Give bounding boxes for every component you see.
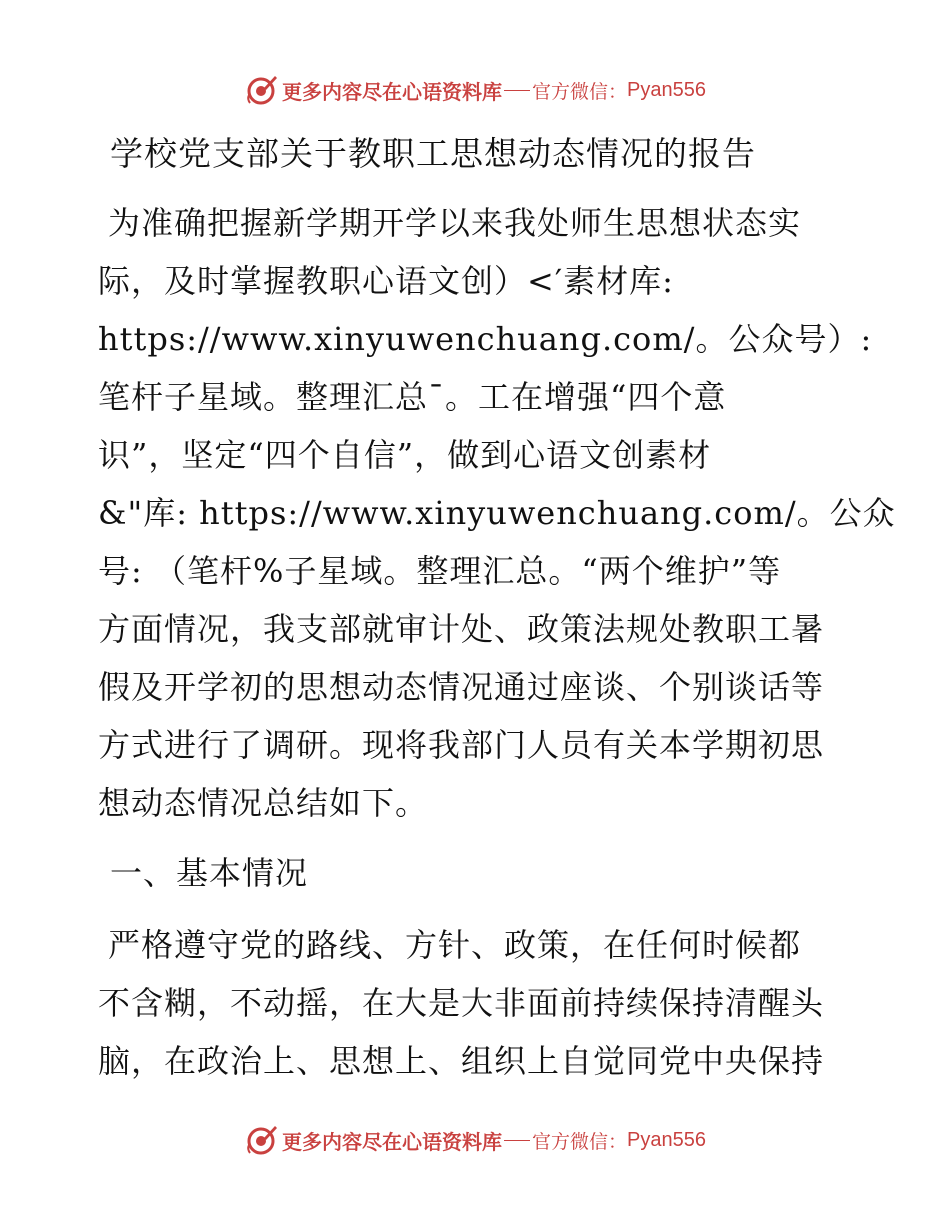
paragraph-line: 脑，在政治上、思想上、组织上自觉同党中央保持 <box>98 1042 825 1080</box>
paragraph-line: 号: （笔杆%子星域。整理汇总。“两个维护”等 <box>98 552 782 590</box>
paragraph-line: 假及开学初的思想动态情况通过座谈、个别谈话等 <box>98 668 825 706</box>
watermark-banner-top <box>0 70 950 110</box>
intro-paragraph <box>98 194 896 832</box>
watermark-banner-bottom <box>0 1120 950 1160</box>
section1-paragraph <box>98 916 858 1090</box>
banner-sub-text: 官方微信： <box>532 1130 628 1153</box>
banner-wechat-id: Pyan556 <box>627 78 706 101</box>
banner-main-text: 更多内容尽在心语资料库 <box>282 1129 502 1154</box>
pen-logo-icon <box>244 73 278 107</box>
paragraph-line: 严格遵守党的路线、方针、政策，在任何时候都 <box>108 926 802 964</box>
section-heading: 一、基本情况 <box>110 854 309 892</box>
document-title: 学校党支部关于教职工思想动态情况的报告 <box>110 134 756 173</box>
banner-wechat-id: Pyan556 <box>627 1128 706 1151</box>
banner-dash <box>504 1140 530 1141</box>
paragraph-line: 方面情况，我支部就审计处、政策法规处教职工暑 <box>98 610 825 648</box>
banner-dash <box>504 90 530 91</box>
paragraph-line: 方式进行了调研。现将我部门人员有关本学期初思 <box>98 726 825 764</box>
banner-main-text: 更多内容尽在心语资料库 <box>282 79 502 104</box>
paragraph-line: 际，及时掌握教职心语文创）<′素材库: <box>98 262 674 300</box>
paragraph-line: 为准确把握新学期开学以来我处师生思想状态实 <box>108 204 802 242</box>
paragraph-line: https://www.xinyuwenchuang.com/。公众号）: <box>98 320 873 358</box>
paragraph-line: &"库: https://www.xinyuwenchuang.com/。公众 <box>98 494 896 532</box>
paragraph-line: 想动态情况总结如下。 <box>98 784 429 822</box>
paragraph-line: 识”，坚定“四个自信”，做到心语文创素材 <box>98 436 712 474</box>
document-body <box>98 120 896 1090</box>
paragraph-line: 不含糊，不动摇，在大是大非面前持续保持清醒头 <box>98 984 825 1022</box>
banner-sub-text: 官方微信： <box>532 80 628 103</box>
pen-logo-icon <box>244 1123 278 1157</box>
paragraph-line: 笔杆子星域。整理汇总¯。工在增强“四个意 <box>98 378 727 416</box>
